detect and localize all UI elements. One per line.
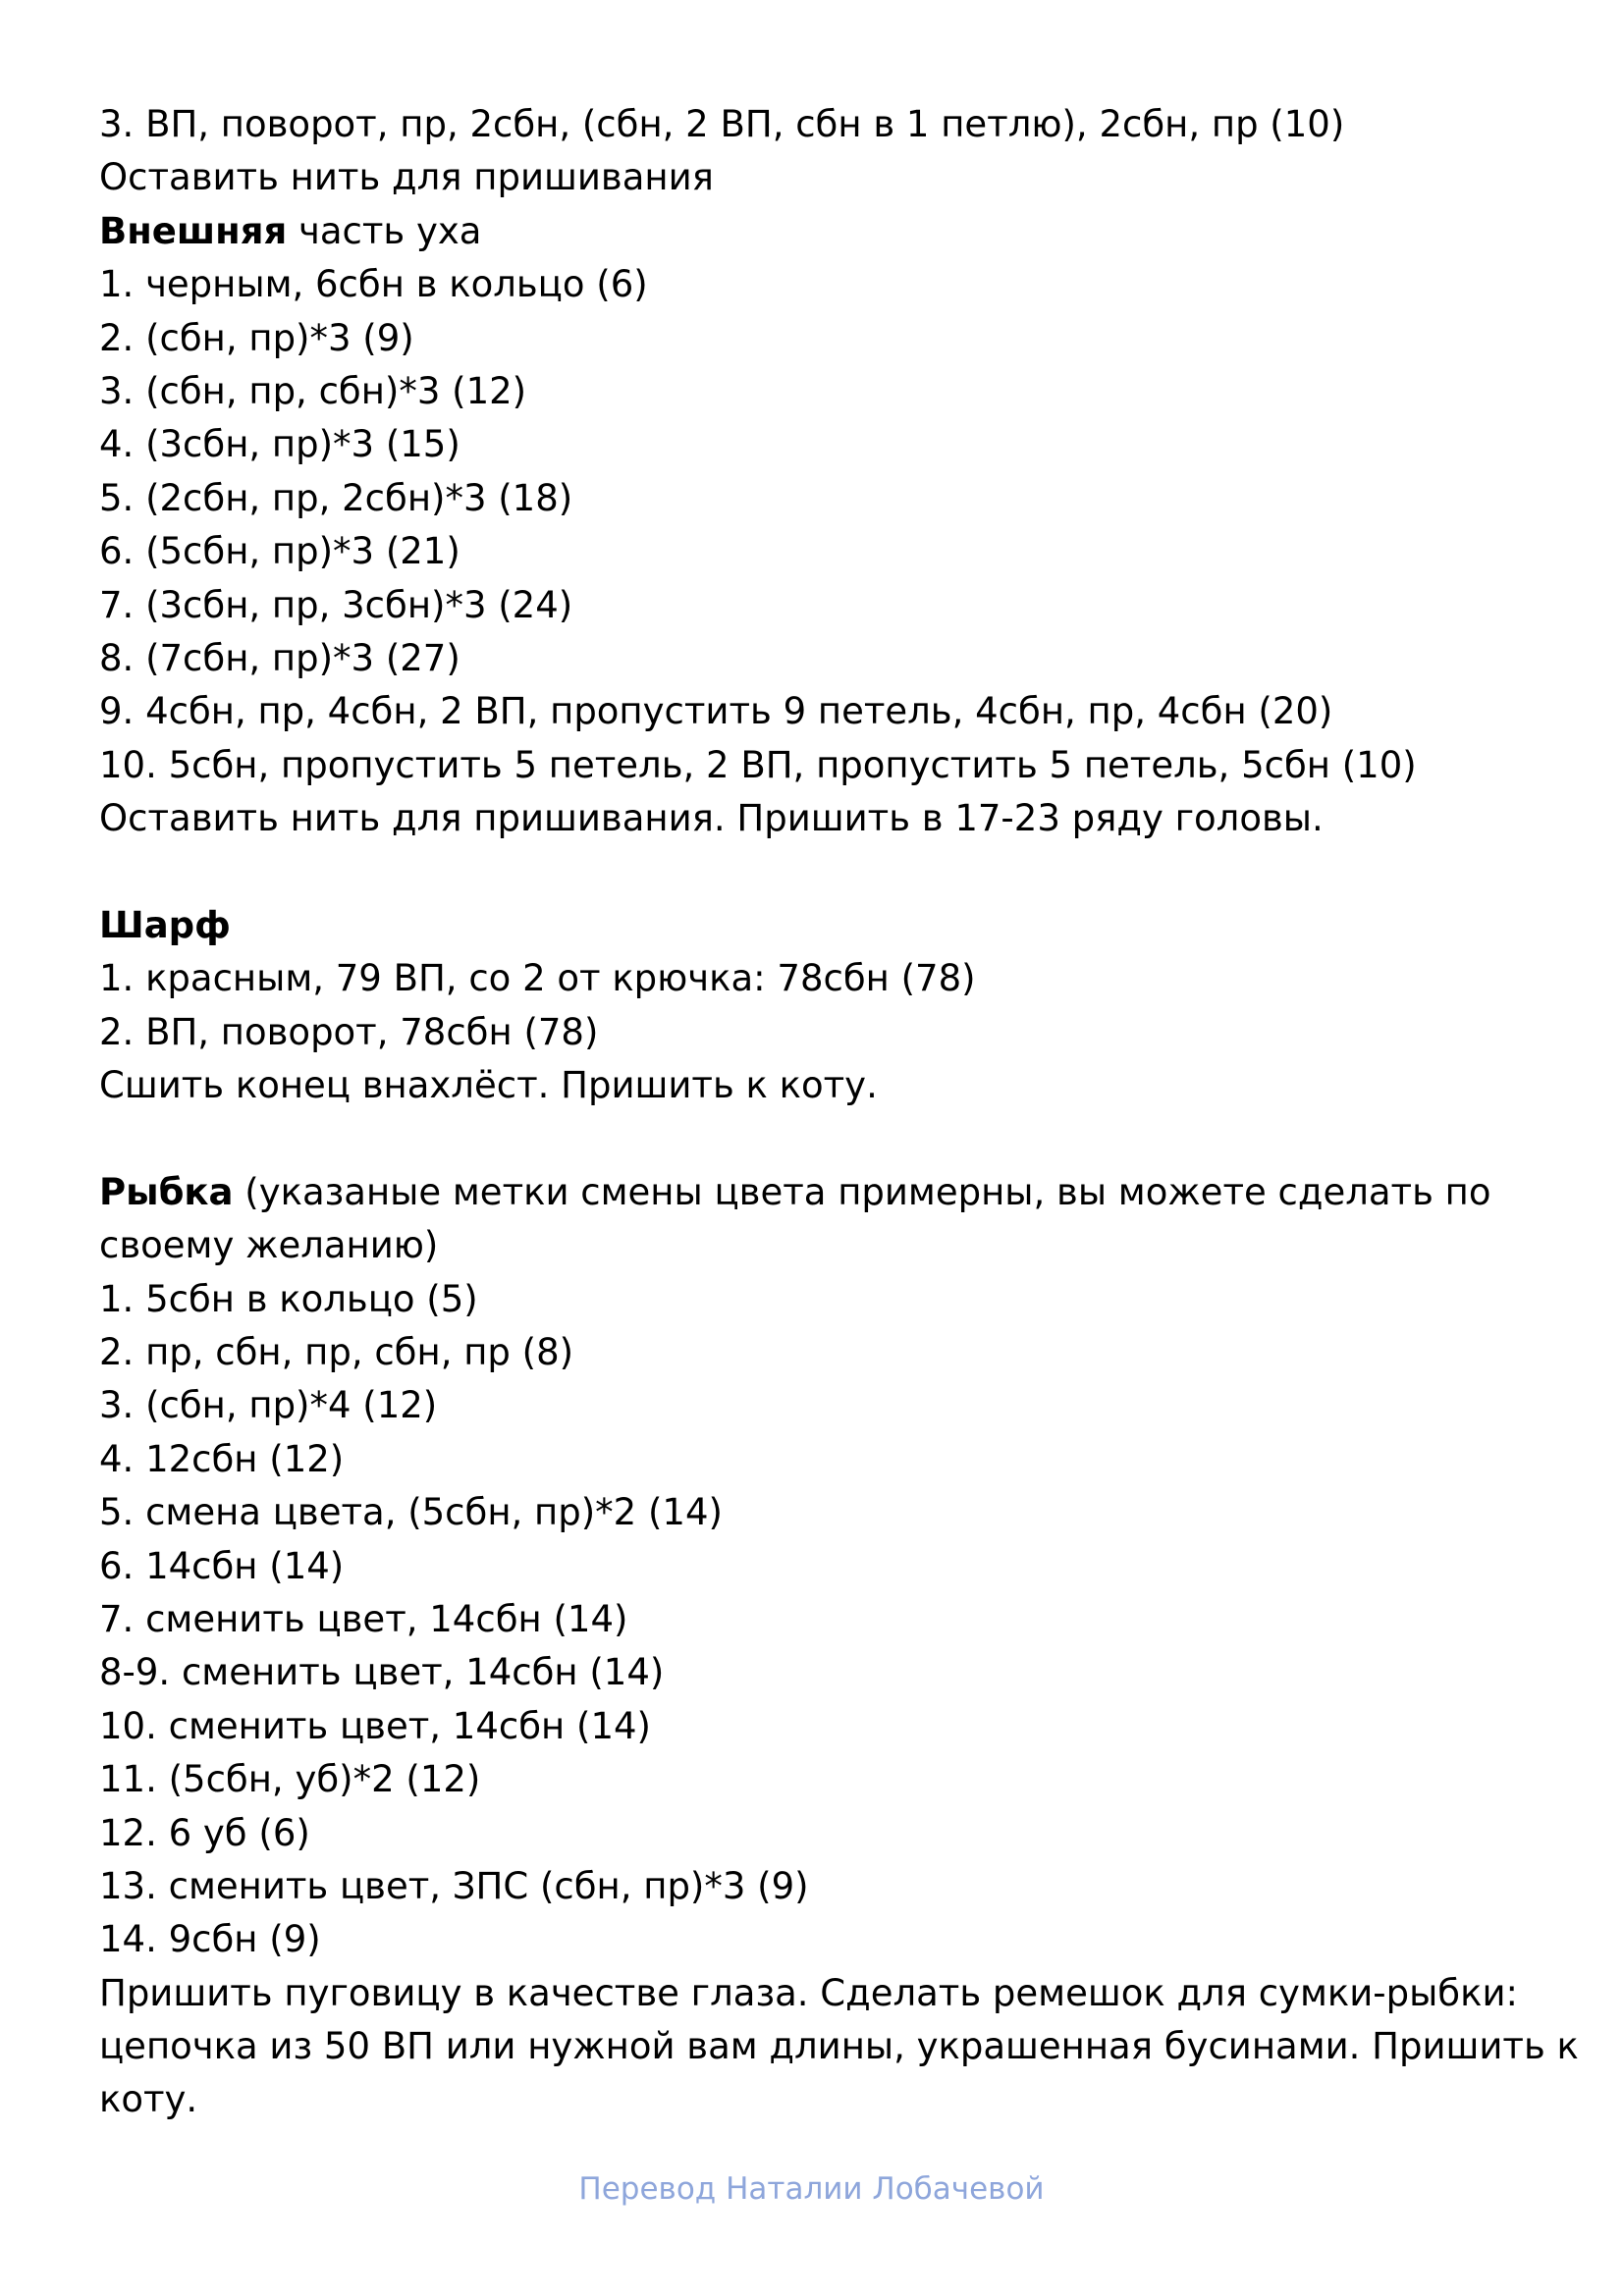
ear-outer-row: 5. (2сбн, пр, 2сбн)*3 (18) [99,476,573,519]
ear-outer-heading-rest: часть уха [287,209,482,252]
ear-inner-note: Оставить нить для пришивания [99,156,714,199]
fish-row: 6. 14сбн (14) [99,1544,345,1587]
fish-intro-line-1: (указаные метки смены цвета примерны, вы можете сделать по [233,1170,1491,1213]
fish-row: 11. (5сбн, уб)*2 (12) [99,1758,481,1801]
ear-outer-row: 9. 4сбн, пр, 4сбн, 2 ВП, пропустить 9 петель, 4сбн, пр, 4сбн (20) [99,690,1333,733]
fish-row: 8-9. сменить цвет, 14сбн (14) [99,1651,665,1694]
ear-outer-row: 7. (3сбн, пр, 3сбн)*3 (24) [99,583,573,626]
fish-row: 10. сменить цвет, 14сбн (14) [99,1704,651,1747]
ear-outer-row: 10. 5сбн, пропустить 5 петель, 2 ВП, пропустить 5 петель, 5сбн (10) [99,743,1417,786]
fish-note-line: цепочка из 50 ВП или нужной вам длины, украшенная бусинами. Пришить к [99,2025,1579,2068]
ear-outer-row: 6. (5сбн, пр)*3 (21) [99,530,460,573]
fish-row: 4. 12сбн (12) [99,1437,345,1480]
fish-row: 3. (сбн, пр)*4 (12) [99,1384,438,1427]
fish-note-line: Пришить пуговицу в качестве глаза. Сделать ремешок для сумки-рыбки: [99,1971,1518,2014]
fish-row: 13. сменить цвет, ЗПС (сбн, пр)*3 (9) [99,1864,809,1907]
ear-inner-row-3: 3. ВП, поворот, пр, 2сбн, (сбн, 2 ВП, сбн в 1 петлю), 2сбн, пр (10) [99,103,1345,145]
ear-outer-row: 3. (сбн, пр, сбн)*3 (12) [99,369,527,412]
scarf-note: Сшить конец внахлёст. Пришить к коту. [99,1064,878,1107]
fish-row: 1. 5сбн в кольцо (5) [99,1277,478,1320]
scarf-row: 1. красным, 79 ВП, со 2 от крючка: 78сбн (78) [99,957,976,1000]
section-spacer [99,1112,1572,1165]
ear-outer-heading-bold: Внешняя [99,209,288,252]
ear-outer-row: 1. черным, 6сбн в кольцо (6) [99,263,648,306]
fish-heading-bold: Рыбка [99,1170,234,1213]
translator-credit: Перевод Наталии Лобачевой [578,2171,1045,2207]
fish-intro-line-2: своему желанию) [99,1224,439,1267]
fish-row: 12. 6 уб (6) [99,1811,310,1854]
ear-outer-row: 8. (7сбн, пр)*3 (27) [99,636,460,679]
section-spacer [99,845,1572,898]
ear-outer-row: 2. (сбн, пр)*3 (9) [99,316,414,359]
fish-row: 5. смена цвета, (5сбн, пр)*2 (14) [99,1491,723,1534]
fish-row: 14. 9сбн (9) [99,1918,321,1961]
fish-row: 7. сменить цвет, 14сбн (14) [99,1597,628,1640]
scarf-heading: Шарф [99,903,231,946]
ear-outer-note: Оставить нить для пришивания. Пришить в 17-23 ряду головы. [99,797,1324,840]
scarf-row: 2. ВП, поворот, 78сбн (78) [99,1010,599,1053]
ear-outer-heading [99,205,1572,258]
fish-row: 2. пр, сбн, пр, сбн, пр (8) [99,1330,574,1373]
fish-note-line: коту. [99,2078,198,2121]
fish-heading [99,1166,1572,1219]
ear-outer-row: 4. (3сбн, пр)*3 (15) [99,423,460,466]
pattern-text [99,98,1579,2127]
